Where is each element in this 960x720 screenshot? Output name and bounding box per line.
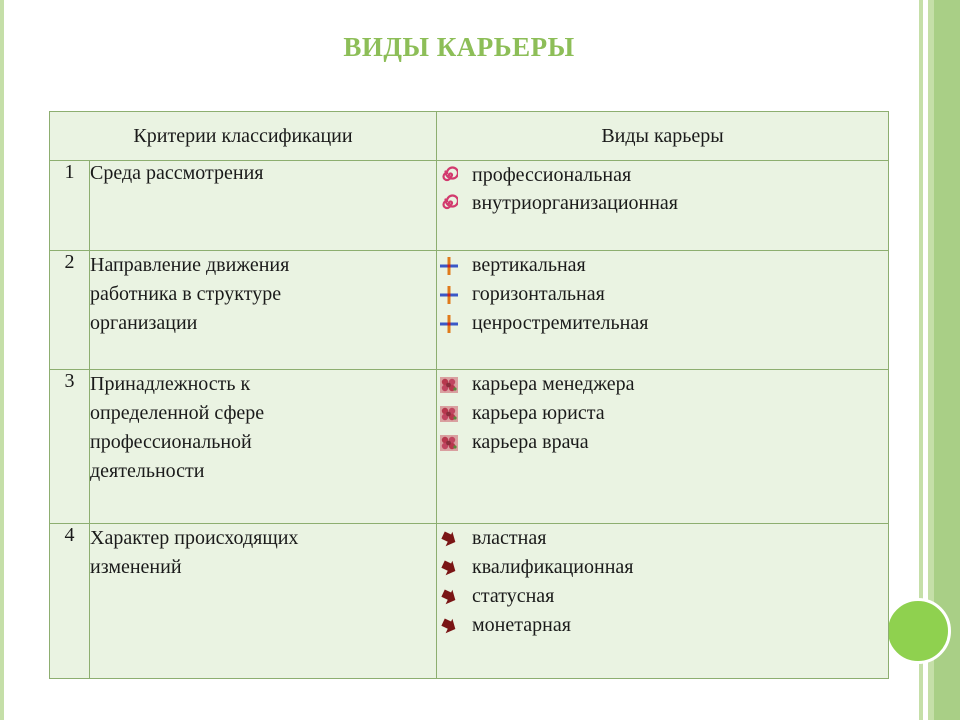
crosshair-icon — [437, 256, 461, 276]
row-criterion — [90, 251, 437, 370]
row-criterion — [90, 524, 437, 679]
list-item — [437, 189, 888, 217]
criterion-line: Принадлежность к — [90, 373, 251, 395]
type-label: карьера юриста — [472, 402, 605, 424]
type-label: карьера врача — [472, 431, 589, 453]
table-row — [50, 251, 889, 370]
slide-title: ВИДЫ КАРЬЕРЫ — [343, 32, 575, 62]
type-label: ценростремительная — [472, 312, 649, 334]
list-item — [437, 428, 888, 457]
header-career-types: Виды карьеры — [437, 112, 889, 161]
type-label: квалификационная — [472, 556, 634, 578]
crosshair-icon — [437, 314, 461, 334]
type-label: профессиональная — [472, 163, 632, 186]
types-list — [437, 370, 888, 457]
decorative-green-circle — [885, 598, 951, 664]
row-number: 3 — [50, 370, 90, 524]
type-label: карьера менеджера — [472, 373, 635, 395]
criterion-line: Характер происходящих — [90, 527, 299, 549]
list-item — [437, 524, 888, 553]
arrow-down-right-icon — [437, 529, 461, 549]
row-criterion — [90, 161, 437, 251]
criterion-line: организации — [90, 312, 198, 334]
spiral-icon — [437, 193, 461, 213]
type-label: горизонтальная — [472, 283, 605, 305]
type-label: монетарная — [472, 614, 571, 636]
criterion-line: Направление движения — [90, 254, 290, 276]
crosshair-icon — [437, 285, 461, 305]
list-item — [437, 309, 888, 338]
criterion-line: профессиональной — [90, 431, 252, 453]
types-list — [437, 251, 888, 338]
career-types-table — [49, 111, 889, 679]
row-types — [437, 161, 889, 251]
list-item — [437, 161, 888, 189]
frame-left-stripe — [0, 0, 4, 720]
flower-icon — [437, 375, 461, 395]
table-row — [50, 524, 889, 679]
type-label: властная — [472, 527, 547, 549]
list-item — [437, 553, 888, 582]
flower-icon — [437, 404, 461, 424]
header-criteria: Критерии классификации — [50, 112, 437, 161]
row-number: 4 — [50, 524, 90, 679]
criterion-line: Среда рассмотрения — [90, 162, 264, 184]
spiral-icon — [437, 165, 461, 185]
table-header-row — [50, 112, 889, 161]
criterion-line: работника в структуре — [90, 283, 282, 305]
list-item — [437, 251, 888, 280]
types-list — [437, 524, 888, 640]
arrow-down-right-icon — [437, 616, 461, 636]
row-criterion — [90, 370, 437, 524]
type-label: статусная — [472, 585, 555, 607]
row-types — [437, 524, 889, 679]
types-list — [437, 161, 888, 217]
list-item — [437, 280, 888, 309]
arrow-down-right-icon — [437, 558, 461, 578]
row-number: 2 — [50, 251, 90, 370]
row-number: 1 — [50, 161, 90, 251]
criterion-line: определенной сфере — [90, 402, 265, 424]
criterion-line: деятельности — [90, 460, 205, 482]
type-label: вертикальная — [472, 254, 586, 276]
flower-icon — [437, 433, 461, 453]
type-label: внутриорганизационная — [472, 191, 679, 214]
arrow-down-right-icon — [437, 587, 461, 607]
list-item — [437, 399, 888, 428]
table-row — [50, 370, 889, 524]
criterion-line: изменений — [90, 556, 182, 578]
row-types — [437, 251, 889, 370]
list-item — [437, 370, 888, 399]
row-types — [437, 370, 889, 524]
list-item — [437, 582, 888, 611]
list-item — [437, 611, 888, 640]
table-row — [50, 161, 889, 251]
